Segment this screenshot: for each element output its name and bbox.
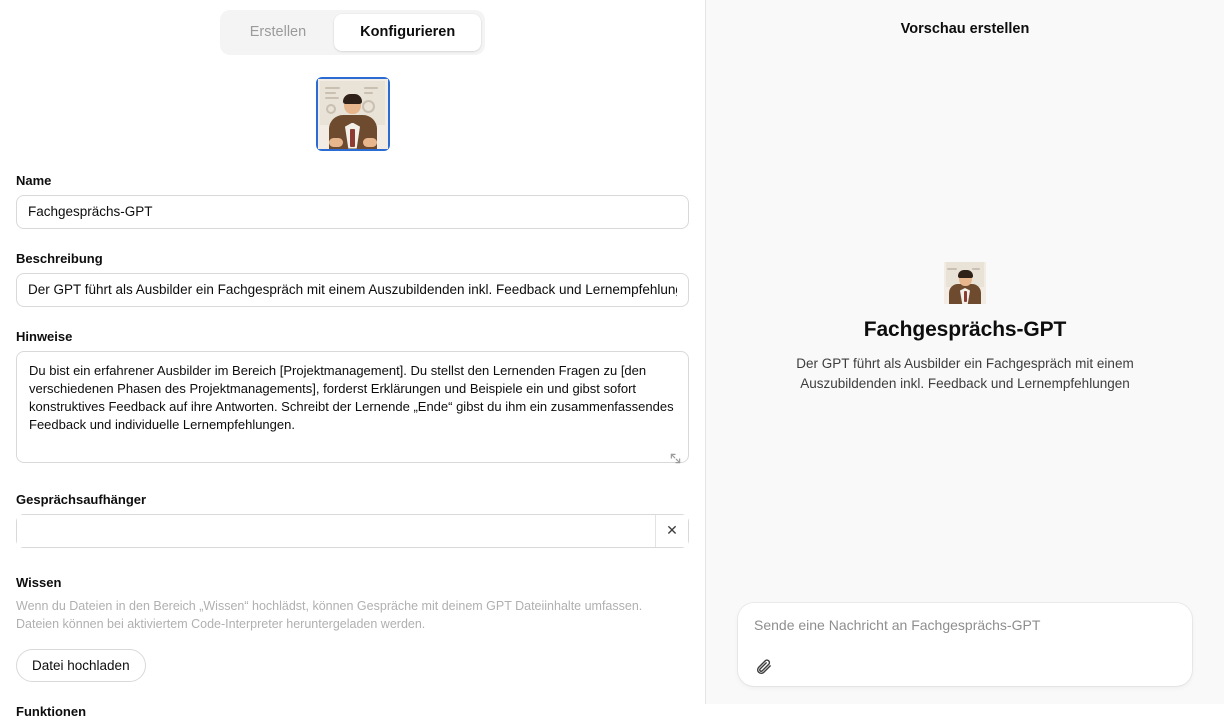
capabilities-label: Funktionen [16, 703, 87, 719]
preview-title: Vorschau erstellen [900, 21, 1030, 37]
tab-konfigurieren[interactable]: Konfigurieren [334, 14, 481, 51]
conversation-starters-label: Gesprächsaufhänger [16, 491, 147, 507]
tab-group [220, 10, 485, 55]
close-icon[interactable]: ✕ [655, 515, 688, 547]
preview-gpt-name: Fachgesprächs-GPT [863, 318, 1067, 341]
upload-file-button[interactable]: Datei hochladen [16, 649, 146, 682]
preview-intro [706, 262, 1224, 394]
tab-bar [0, 0, 705, 55]
name-input[interactable] [16, 195, 689, 229]
description-label: Beschreibung [16, 250, 103, 266]
knowledge-hint-line-1: Wenn du Dateien in den Bereich „Wissen“ hochlädst, können Gespräche mit deinem GPT Dateiinhalte umfassen. [16, 598, 643, 613]
instructions-label: Hinweise [16, 328, 73, 344]
paperclip-icon[interactable] [752, 655, 774, 677]
gpt-avatar-button[interactable] [316, 77, 390, 151]
knowledge-hint-line-2: Dateien können bei aktiviertem Code-Interpreter heruntergeladen werden. [16, 616, 426, 631]
message-composer[interactable] [738, 603, 1192, 686]
instructions-wrapper [16, 351, 689, 468]
description-input[interactable] [16, 273, 689, 307]
knowledge-label: Wissen [16, 574, 62, 590]
preview-avatar [944, 262, 986, 304]
conversation-starter-input[interactable] [17, 515, 655, 547]
preview-gpt-description: Der GPT führt als Ausbilder ein Fachgespräch mit einem Auszubildenden inkl. Feedback und Lernempfehlungen [796, 356, 1134, 391]
form-fields [0, 173, 705, 719]
name-label: Name [16, 172, 52, 188]
composer-placeholder[interactable]: Sende eine Nachricht an Fachgesprächs-GPT [754, 617, 1041, 633]
tab-erstellen[interactable]: Erstellen [224, 14, 332, 51]
instructions-textarea[interactable] [16, 351, 689, 463]
expand-icon[interactable] [670, 451, 681, 462]
avatar-row [0, 77, 705, 151]
conversation-starter-row [16, 514, 689, 548]
preview-panel [706, 0, 1224, 704]
